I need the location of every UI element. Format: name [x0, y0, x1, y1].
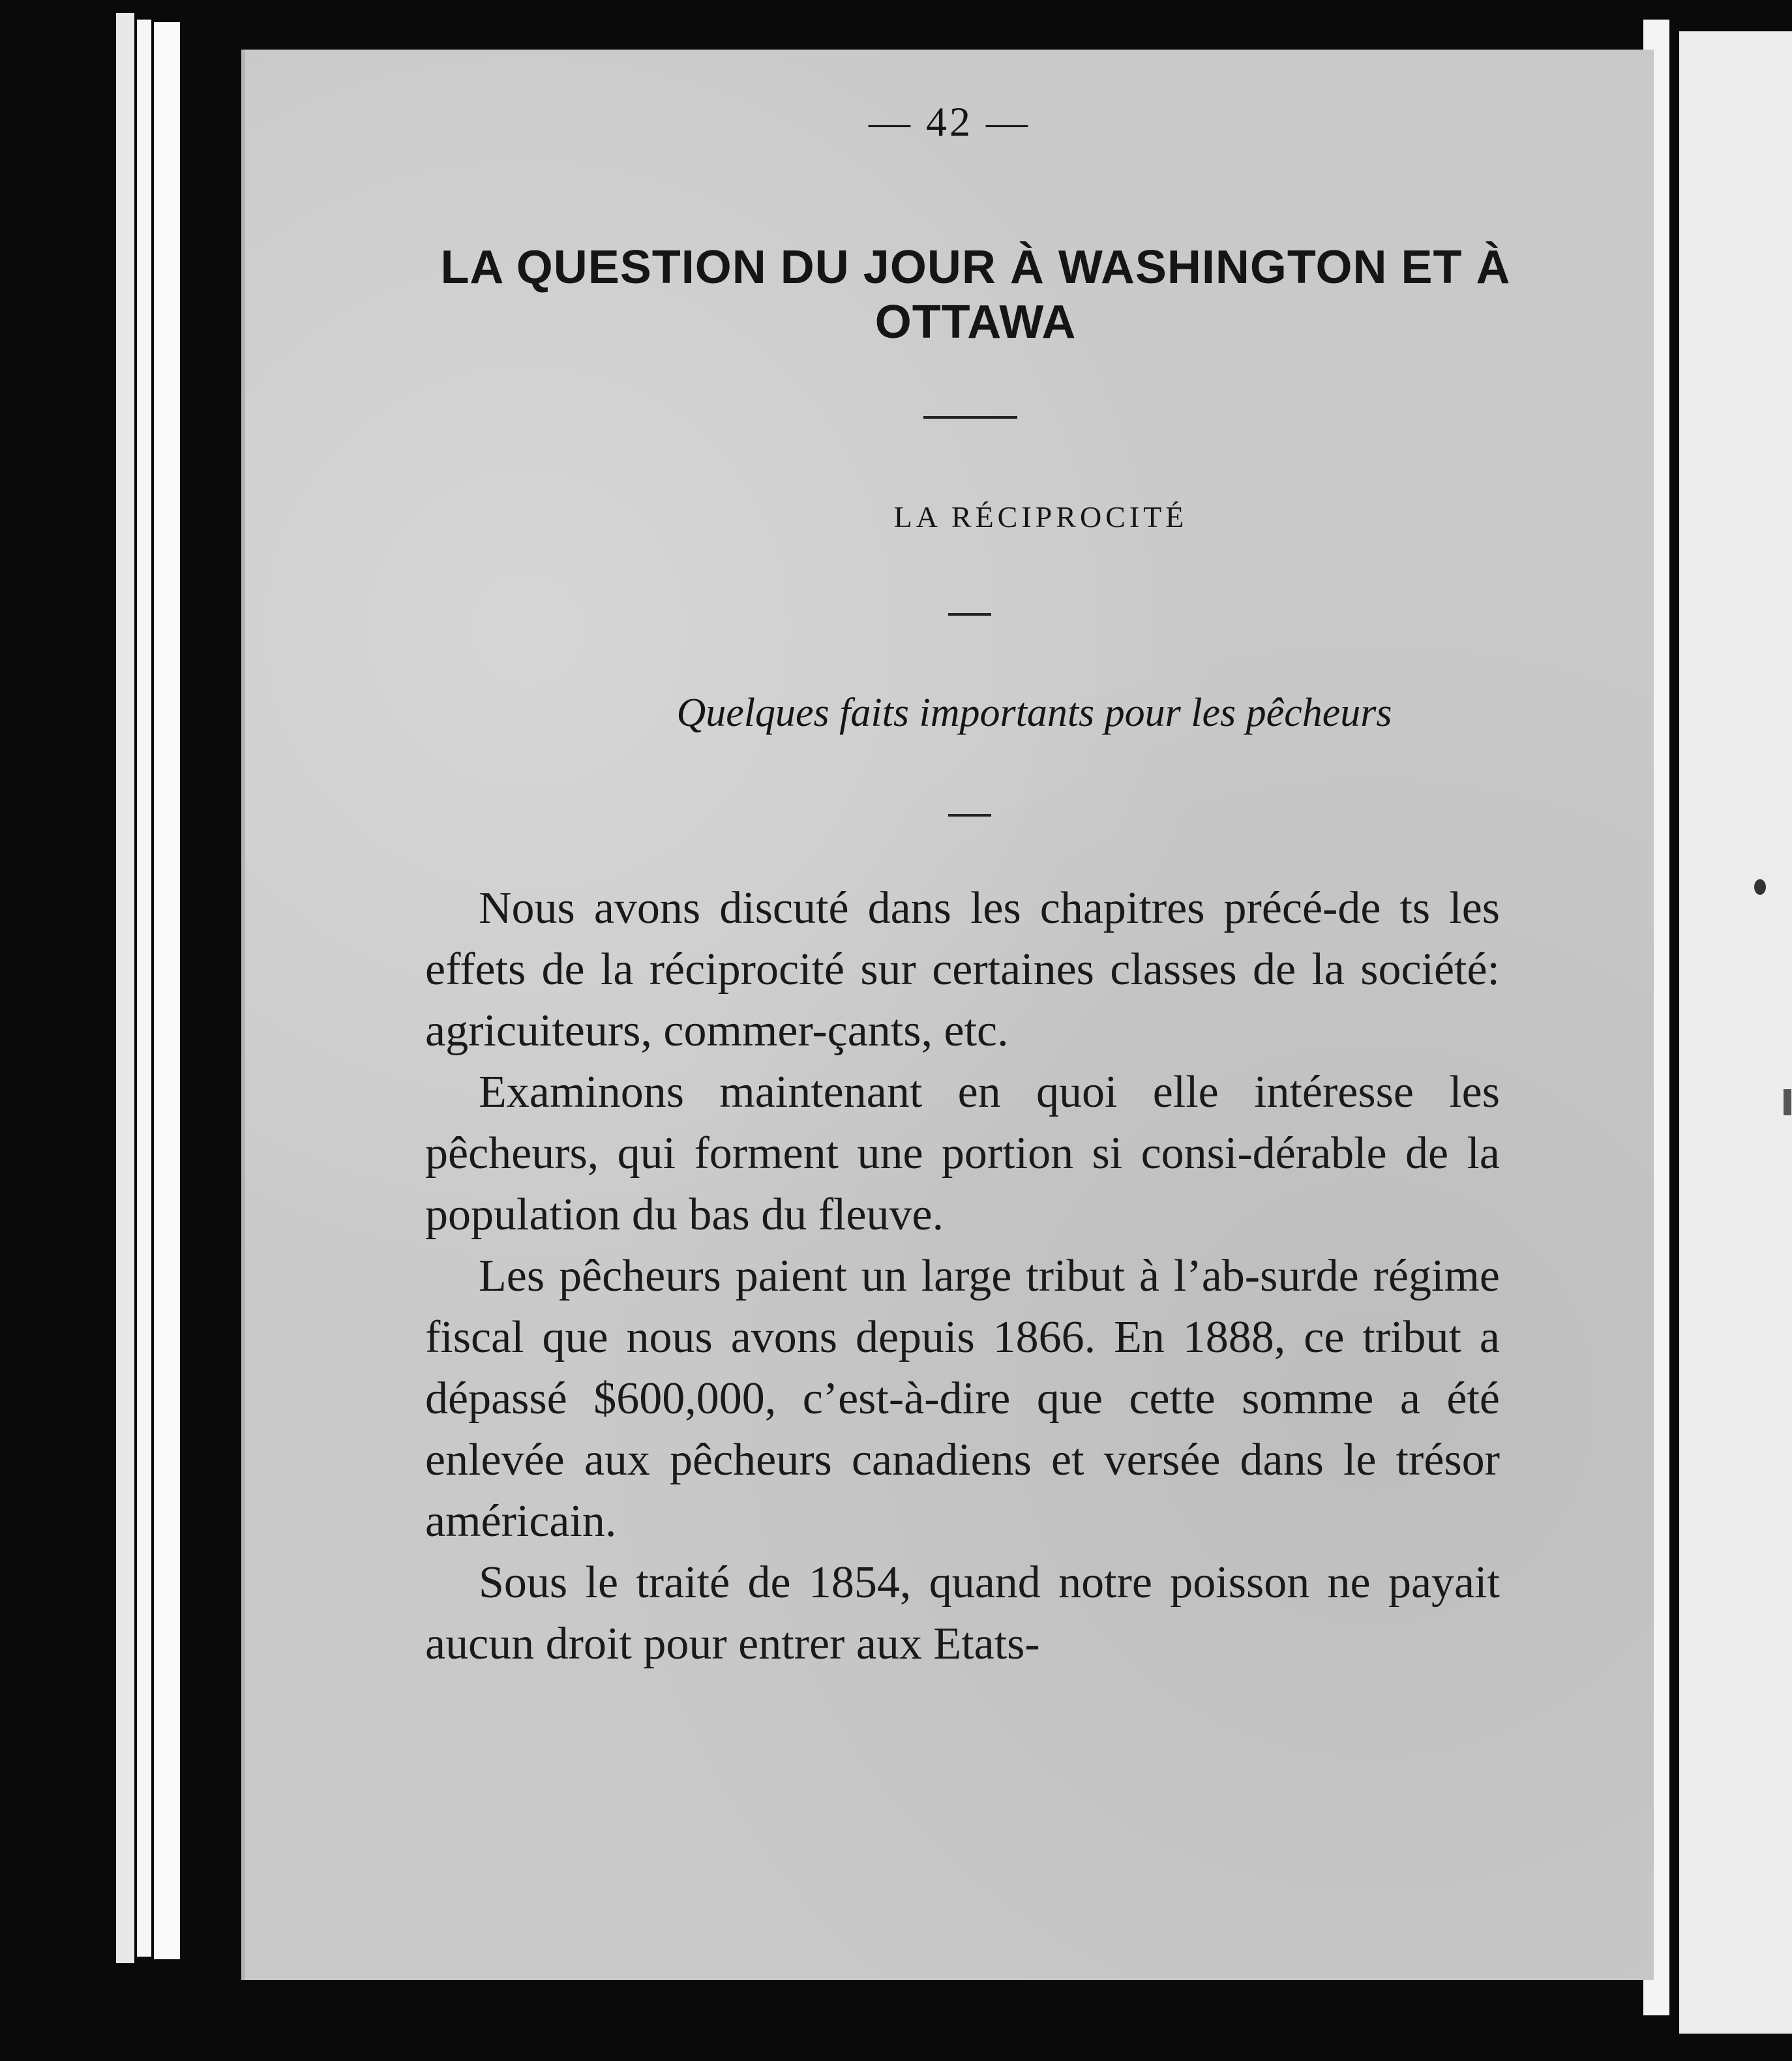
- book-edge: [137, 20, 151, 1957]
- body-text: [425, 878, 1500, 1675]
- page-title: LA QUESTION DU JOUR À WASHINGTON ET À OTTAWA: [440, 241, 1511, 348]
- paragraph: Les pêcheurs paient un large tribut à l’ab-surde régime fiscal que nous avons depuis 1866. En 1888, ce tribut a dépassé $600,000, c’est-à-dire que cette somme a été enlevée aux pêcheurs canadiens et versée dans le trésor américain.: [425, 1251, 1500, 1546]
- page-number: — 42 —: [869, 98, 1030, 145]
- paragraph: Nous avons discuté dans les chapitres précé-de ts les effets de la réciprocité sur certaines classes de la société: agricuiteurs, commer-çants, etc.: [425, 883, 1500, 1056]
- divider: [923, 416, 1017, 419]
- scanned-page: [241, 50, 1654, 1980]
- divider: [948, 814, 991, 817]
- divider: [948, 613, 991, 616]
- paragraph: Examinons maintenant en quoi elle intéresse les pêcheurs, qui forment une portion si consi-dérable de la population du bas du fleuve.: [425, 1067, 1500, 1240]
- facing-page-mark: [1784, 1089, 1791, 1115]
- facing-page: [1679, 31, 1792, 2034]
- paragraph: Sous le traité de 1854, quand notre poisson ne payait aucun droit pour entrer aux Etats-: [425, 1557, 1500, 1669]
- book-edge: [116, 13, 134, 1963]
- section-title: LA RÉCIPROCITÉ: [893, 500, 1188, 534]
- facing-page-mark: [1754, 879, 1766, 895]
- subtitle: Quelques faits importants pour les pêcheurs: [676, 691, 1392, 735]
- book-edge: [154, 22, 180, 1959]
